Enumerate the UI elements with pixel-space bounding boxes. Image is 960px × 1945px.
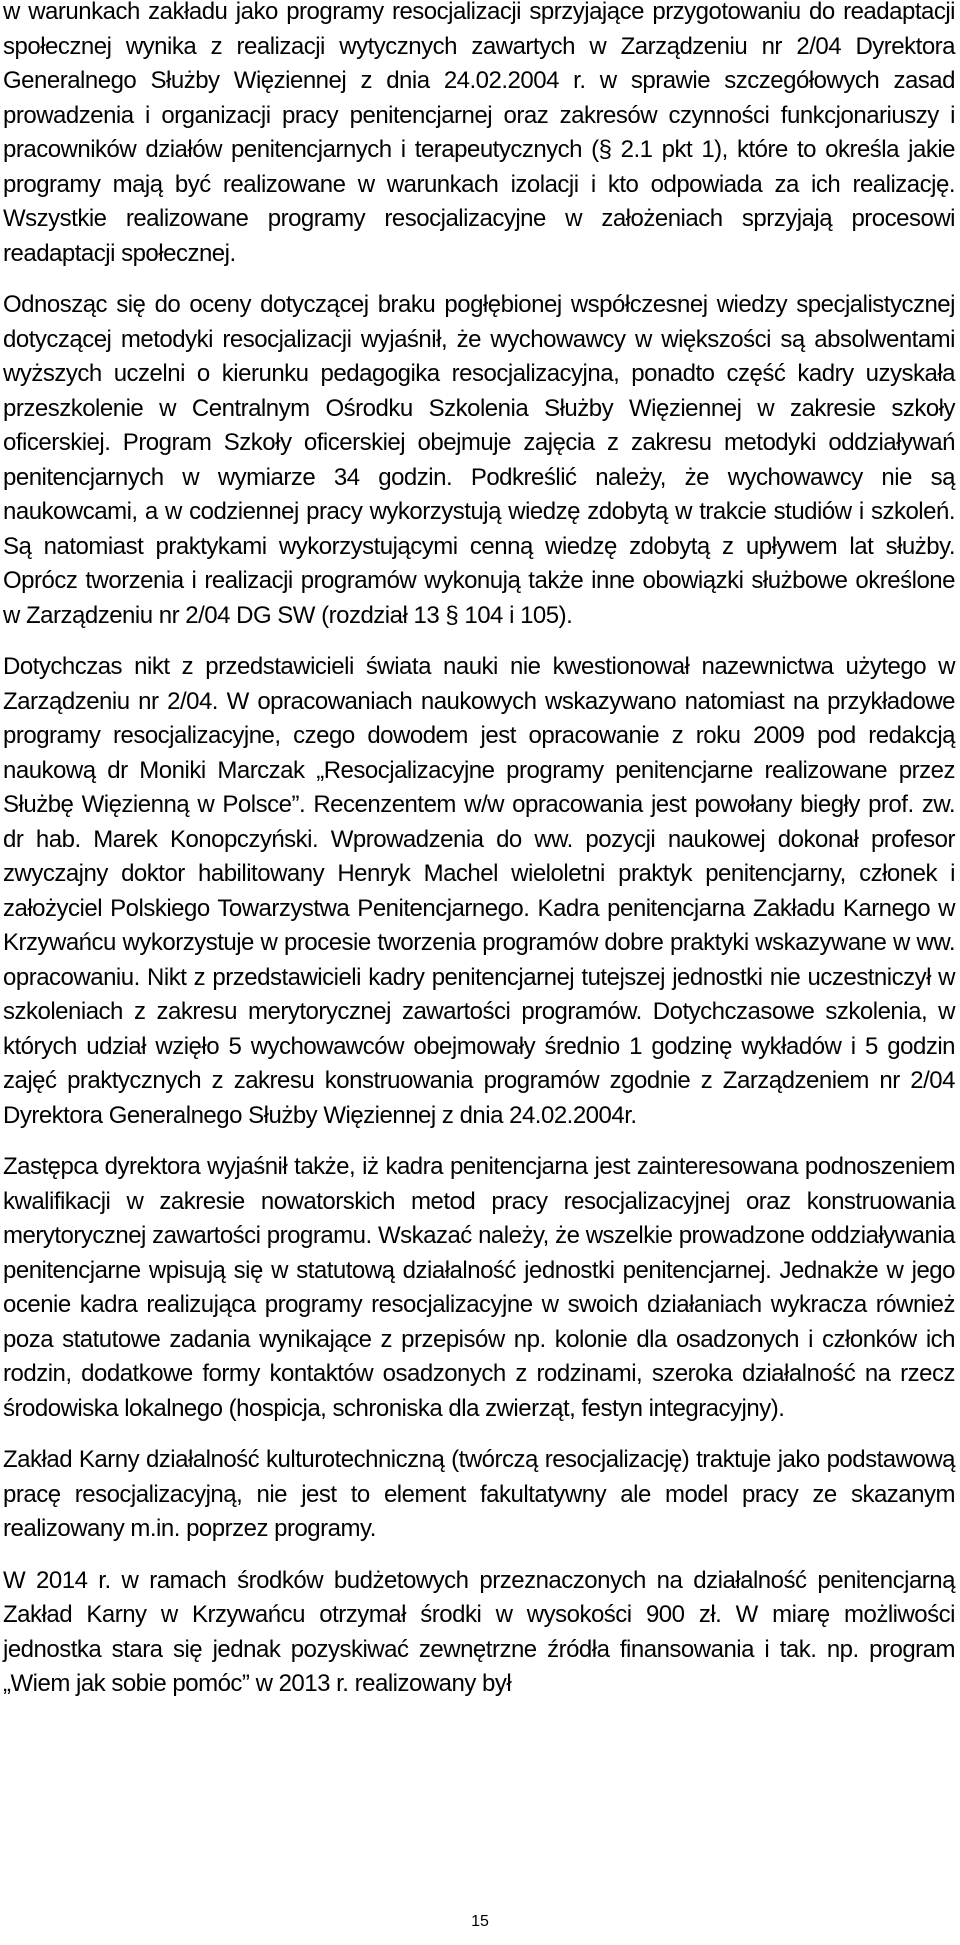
paragraph-4: Zastępca dyrektora wyjaśnił także, iż kadra penitencjarna jest zainteresowana podnoszeniem kwalifikacji w zakresie nowatorskich metod pracy resocjalizacyjnej oraz konstruowania merytorycznej zawartości programu. Wskazać należy, że wszelkie prowadzone oddziaływania penitencjarne wpisują się w statutową działalność jednostki penitencjarnej. Jednakże w jego ocenie kadra realizująca programy resocjalizacyjne w swoich działaniach wykracza również poza statutowe zadania wynikające z przepisów np. kolonie dla osadzonych i członków ich rodzin, dodatkowe formy kontaktów osadzonych z rodzinami, szeroka działalność na rzecz środowiska lokalnego (hospicja, schroniska dla zwierząt, festyn integracyjny). — [3, 1153, 955, 1422]
paragraph-1: w warunkach zakładu jako programy resocjalizacji sprzyjające przygotowaniu do readaptacji społecznej wynika z realizacji wytycznych zawartych w Zarządzeniu nr 2/04 Dyrektora Generalnego Służby Więziennej z dnia 24.02.2004 r. w sprawie szczegółowych zasad prowadzenia i organizacji pracy penitencjarnej oraz zakresów czynności funkcjonariuszy i pracowników działów penitencjarnych i terapeutycznych (§ 2.1 pkt 1), które to określa jakie programy mają być realizowane w warunkach izolacji i kto odpowiada za ich realizację. Wszystkie realizowane programy resocjalizacyjne w założeniach sprzyjają procesowi readaptacji społecznej. — [3, 0, 955, 267]
paragraph-6: W 2014 r. w ramach środków budżetowych przeznaczonych na działalność penitencjarną Zakład Karny w Krzywańcu otrzymał środki w wysokości 900 zł. W miarę możliwości jednostka stara się jednak pozyskiwać zewnętrzne źródła finansowania i tak. np. program „Wiem jak sobie pomóc” w 2013 r. realizowany był — [3, 1566, 955, 1697]
body-text — [3, 0, 955, 1719]
paragraph-5: Zakład Karny działalność kulturotechniczną (twórczą resocjalizację) traktuje jako podstawową pracę resocjalizacyjną, nie jest to element fakultatywny ale model pracy ze skazanym realizowany m.in. poprzez programy. — [3, 1446, 955, 1542]
page-number: 15 — [471, 1913, 489, 1930]
paragraph-2: Odnosząc się do oceny dotyczącej braku pogłębionej współczesnej wiedzy specjalistycznej dotyczącej metodyki resocjalizacji wyjaśnił, że wychowawcy w większości są absolwentami wyższych uczelni o kierunku pedagogika resocjalizacyjna, ponadto część kadry uzyskała przeszkolenie w Centralnym Ośrodku Szkolenia Służby Więziennej w zakresie szkoły oficerskiej. Program Szkoły oficerskiej obejmuje zajęcia z zakresu metodyki oddziaływań penitencjarnych w wymiarze 34 godzin. Podkreślić należy, że wychowawcy nie są naukowcami, a w codziennej pracy wykorzystują wiedzę zdobytą w trakcie studiów i szkoleń. Są natomiast praktykami wykorzystującymi cenną wiedzę zdobytą z upływem lat służby. Oprócz tworzenia i realizacji programów wykonują także inne obowiązki służbowe określone w Zarządzeniu nr 2/04 DG SW (rozdział 13 § 104 i 105). — [3, 291, 955, 629]
paragraph-3: Dotychczas nikt z przedstawicieli świata nauki nie kwestionował nazewnictwa użytego w Zarządzeniu nr 2/04. W opracowaniach naukowych wskazywano natomiast na przykładowe programy resocjalizacyjne, czego dowodem jest opracowanie z roku 2009 pod redakcją naukową dr Moniki Marczak „Resocjalizacyjne programy penitencjarne realizowane przez Służbę Więzienną w Polsce”. Recenzentem w/w opracowania jest powołany biegły prof. zw. dr hab. Marek Konopczyński. Wprowadzenia do ww. pozycji naukowej dokonał profesor zwyczajny doktor habilitowany Henryk Machel wieloletni praktyk penitencjarny, członek i założyciel Polskiego Towarzystwa Penitencjarnego. Kadra penitencjarna Zakładu Karnego w Krzywańcu wykorzystuje w procesie tworzenia programów dobre praktyki wskazywane w ww. opracowaniu. Nikt z przedstawicieli kadry penitencjarnej tutejszej jednostki nie uczestniczył w szkoleniach z zakresu merytorycznej zawartości programów. Dotychczasowe szkolenia, w których udział wzięło 5 wychowawców obejmowały średnio 1 godzinę wykładów i 5 godzin zajęć praktycznych z zakresu konstruowania programów zgodnie z Zarządzeniem nr 2/04 Dyrektora Generalnego Służby Więziennej z dnia 24.02.2004r. — [3, 653, 955, 1129]
